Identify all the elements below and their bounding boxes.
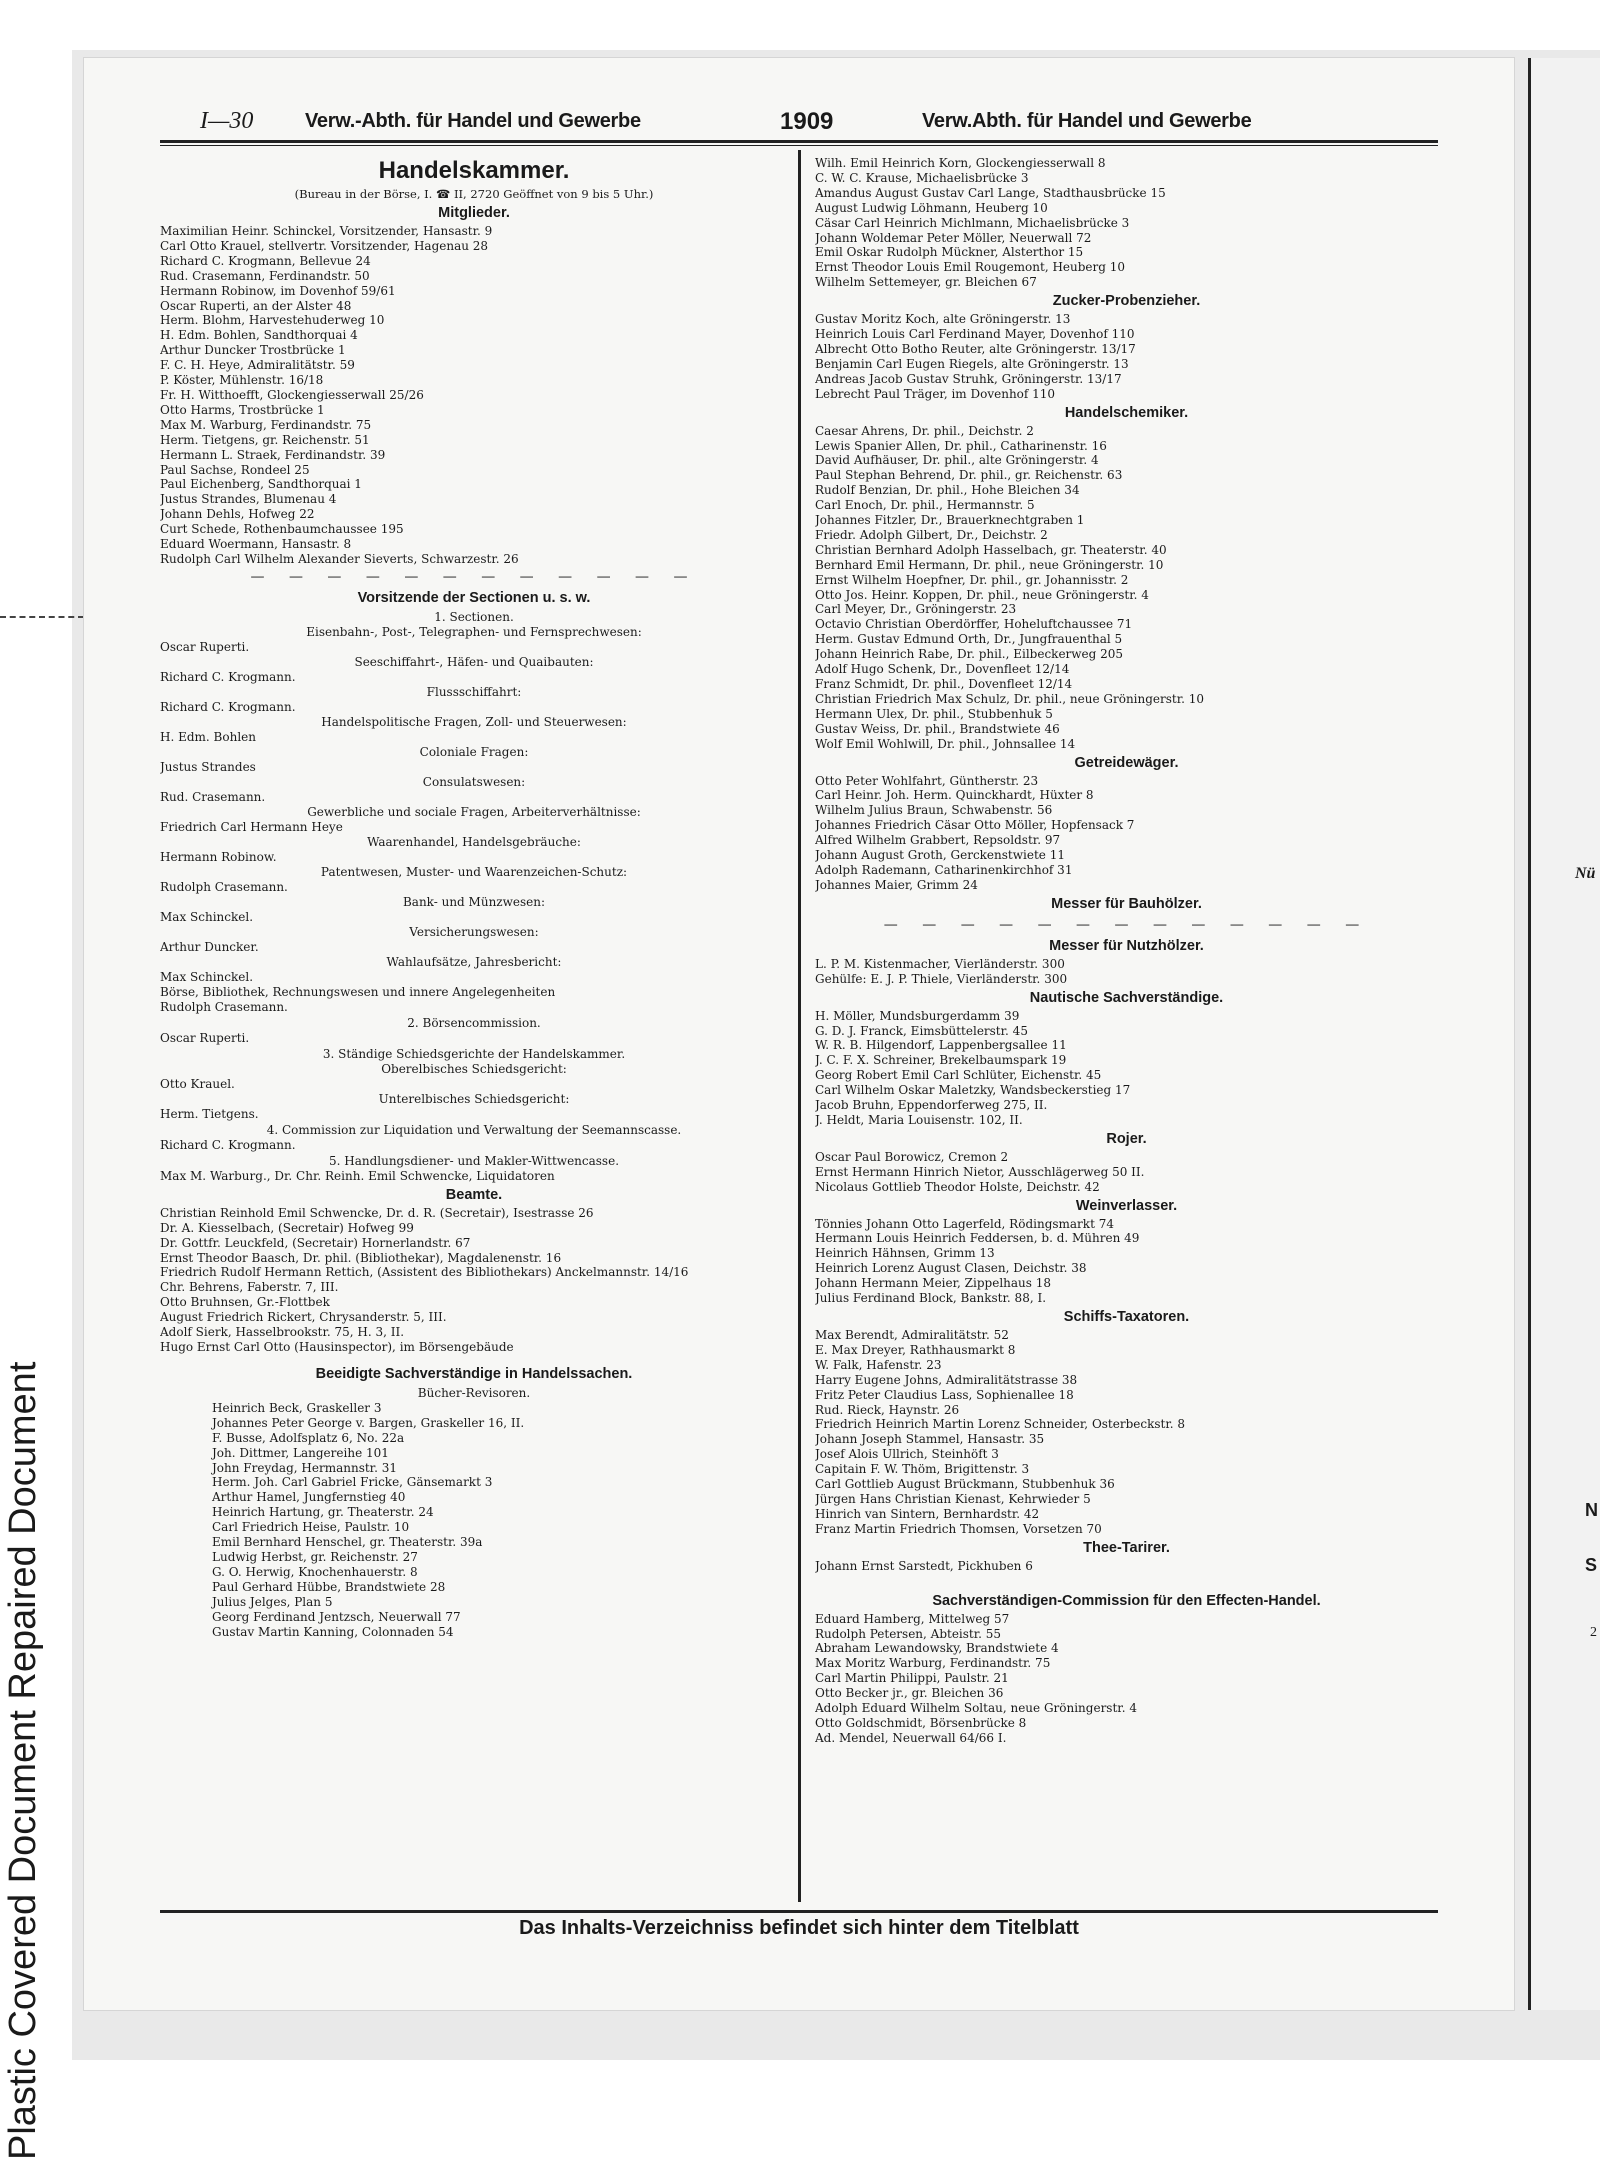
entry-line: Otto Jos. Heinr. Koppen, Dr. phil., neue Gröningerstr. 4 — [815, 587, 1149, 602]
entry-line: Hermann Robinow, im Dovenhof 59/61 — [160, 283, 396, 298]
entry-line: Wolf Emil Wohlwill, Dr. phil., Johnsallee 14 — [815, 736, 1076, 751]
entry-line: Hermann Ulex, Dr. phil., Stubbenhuk 5 — [815, 706, 1053, 721]
entry-line: Carl Otto Krauel, stellvertr. Vorsitzender, Hagenau 28 — [160, 238, 489, 253]
entry-line: John Freydag, Hermannstr. 31 — [212, 1460, 397, 1475]
entry-line: Eduard Woermann, Hansastr. 8 — [160, 537, 352, 552]
entry-line: Adolf Hugo Schenk, Dr., Dovenfleet 12/14 — [815, 662, 1070, 677]
entry-line: Justus Strandes, Blumenau 4 — [160, 492, 337, 507]
entry-line: Flussschiffahrt: — [426, 684, 522, 699]
entry-line: Carl Gottlieb August Brückmann, Stubbenhuk 36 — [815, 1477, 1115, 1492]
header-rule — [160, 140, 1438, 143]
spacer — [815, 1574, 1438, 1582]
entry-line: Lewis Spanier Allen, Dr. phil., Catharinenstr. 16 — [815, 438, 1107, 453]
header-rule-thin — [160, 145, 1438, 146]
entry-line: Otto Harms, Trostbrücke 1 — [160, 402, 325, 417]
entry-line: Johannes Maier, Grimm 24 — [815, 877, 978, 892]
section-heading: Bücher-Revisoren. — [417, 1385, 531, 1400]
entry-line: Patentwesen, Muster- und Waarenzeichen-Schutz: — [320, 864, 628, 879]
entry-line: H. Edm. Bohlen, Sandthorquai 4 — [160, 328, 358, 343]
entry-line: Oscar Ruperti, an der Alster 48 — [160, 298, 352, 313]
entry-line: W. Falk, Hafenstr. 23 — [815, 1357, 942, 1372]
neighbor-fragment: Nü — [1575, 865, 1596, 882]
entry-line: Johann Hermann Meier, Zippelhaus 18 — [815, 1276, 1052, 1291]
entry-line: Otto Krauel. — [160, 1076, 235, 1091]
section-heading: Weinverlasser. — [1075, 1197, 1178, 1214]
entry-line: Eduard Hamberg, Mittelweg 57 — [815, 1611, 1010, 1626]
entry-line: Heinrich Hähnsen, Grimm 13 — [815, 1246, 995, 1261]
entry-line: J. C. F. X. Schreiner, Brekelbaumspark 19 — [815, 1053, 1067, 1068]
entry-line: Richard C. Krogmann. — [160, 669, 296, 684]
entry-line: Börse, Bibliothek, Rechnungswesen und innere Angelegenheiten — [160, 984, 556, 999]
entry-line: Herm. Tietgens, gr. Reichenstr. 51 — [160, 432, 370, 447]
entry-line: Ernst Theodor Baasch, Dr. phil. (Bibliothekar), Magdalenenstr. 16 — [160, 1250, 562, 1265]
entry-line: Seeschiffahrt-, Häfen- und Quaibauten: — [354, 654, 594, 669]
entry-line: Rudolph Crasemann. — [160, 879, 288, 894]
section-heading: 4. Commission zur Liquidation und Verwaltung der Seemannscasse. — [266, 1122, 682, 1137]
entry-line: Christian Friedrich Max Schulz, Dr. phil., neue Gröningerstr. 10 — [815, 691, 1205, 706]
entry-line: Handelspolitische Fragen, Zoll- und Steuerwesen: — [321, 714, 627, 729]
entry-line: Adolph Rademann, Catharinenkirchhof 31 — [815, 862, 1073, 877]
entry-line: H. Edm. Bohlen — [160, 729, 256, 744]
section-heading: Sachverständigen-Commission für den Effecten-Handel. — [932, 1592, 1321, 1609]
entry-line: Julius Ferdinand Block, Bankstr. 88, I. — [815, 1291, 1047, 1306]
entry-line: Chr. Behrens, Faberstr. 7, III. — [160, 1280, 339, 1295]
section-heading: Messer für Nutzhölzer. — [1049, 937, 1204, 954]
entry-line: David Aufhäuser, Dr. phil., alte Gröningerstr. 4 — [815, 453, 1099, 468]
section-heading: 5. Handlungsdiener- und Makler-Wittwencasse. — [328, 1153, 620, 1168]
entry-line: Coloniale Fragen: — [419, 744, 529, 759]
entry-line: Johann Heinrich Rabe, Dr. phil., Eilbeckerweg 205 — [815, 647, 1124, 662]
entry-line: Capitain F. W. Thöm, Brigittenstr. 3 — [815, 1462, 1030, 1477]
entry-line: Heinrich Lorenz August Clasen, Deichstr. 38 — [815, 1261, 1087, 1276]
entry-line: Max M. Warburg., Dr. Chr. Reinh. Emil Schwencke, Liquidatoren — [160, 1168, 555, 1183]
entry-line: Heinrich Louis Carl Ferdinand Mayer, Dovenhof 110 — [815, 327, 1135, 342]
entry-line: Joh. Dittmer, Langereihe 101 — [212, 1445, 389, 1460]
entry-line: J. Heldt, Maria Louisenstr. 102, II. — [815, 1112, 1023, 1127]
entry-line: F. C. H. Heye, Admiralitätstr. 59 — [160, 358, 355, 373]
entry-line: F. Busse, Adolfsplatz 6, No. 22a — [212, 1430, 405, 1445]
entry-line: Andreas Jacob Gustav Struhk, Gröningerstr. 13/17 — [815, 371, 1122, 386]
entry-line: August Ludwig Löhmann, Heuberg 10 — [815, 200, 1048, 215]
entry-line: Josef Alois Ullrich, Steinhöft 3 — [815, 1447, 999, 1462]
entry-line: Benjamin Carl Eugen Riegels, alte Gröningerstr. 13 — [815, 356, 1129, 371]
entry-line: Friedrich Heinrich Martin Lorenz Schneider, Osterbeckstr. 8 — [815, 1417, 1186, 1432]
page-header — [200, 108, 1440, 136]
entry-line: Emil Bernhard Henschel, gr. Theaterstr. 39a — [212, 1535, 483, 1550]
entry-line: Franz Martin Friedrich Thomsen, Vorsetzen 70 — [815, 1521, 1102, 1536]
entry-line: Octavio Christian Oberdörffer, Hoheluftchaussee 71 — [815, 617, 1133, 632]
section-heading: Beamte. — [445, 1186, 503, 1203]
entry-line: Jürgen Hans Christian Kienast, Kehrwieder 5 — [815, 1491, 1091, 1506]
entry-line: Bernhard Emil Hermann, Dr. phil., neue Gröningerstr. 10 — [815, 557, 1164, 572]
entry-line: Herm. Joh. Carl Gabriel Fricke, Gänsemarkt 3 — [212, 1475, 493, 1490]
entry-line: Hermann Louis Heinrich Feddersen, b. d. Mühren 49 — [815, 1231, 1140, 1246]
header-year: 1909 — [780, 108, 834, 135]
section-heading: Rojer. — [1106, 1130, 1147, 1147]
entry-line: Paul Sachse, Rondeel 25 — [160, 462, 310, 477]
entry-line: Bank- und Münzwesen: — [402, 894, 546, 909]
entry-line: Ad. Mendel, Neuerwall 64/66 I. — [815, 1730, 1007, 1745]
entry-line: Georg Ferdinand Jentzsch, Neuerwall 77 — [212, 1609, 461, 1624]
entry-line: Gehülfe: E. J. P. Thiele, Vierländerstr. 300 — [815, 971, 1068, 986]
entry-line: P. Köster, Mühlenstr. 16/18 — [160, 373, 324, 388]
section-heading: Vorsitzende der Sectionen u. s. w. — [357, 589, 591, 606]
entry-line: Julius Jelges, Plan 5 — [212, 1594, 333, 1609]
entry-line: Max Berendt, Admiralitätstr. 52 — [815, 1328, 1009, 1342]
entry-line: Johannes Fitzler, Dr., Brauerknechtgraben 1 — [815, 513, 1085, 528]
entry-line: Alfred Wilhelm Grabbert, Repsoldstr. 97 — [815, 833, 1061, 848]
entry-line: Carl Friedrich Heise, Paulstr. 10 — [212, 1520, 410, 1535]
entry-line: Versicherungswesen: — [409, 924, 539, 939]
section-heading: Handelskammer. — [378, 157, 570, 184]
entry-line: Rudolf Benzian, Dr. phil., Hohe Bleichen 34 — [815, 483, 1080, 498]
entry-line: Waarenhandel, Handelsgebräuche: — [367, 834, 581, 849]
entry-line: Franz Schmidt, Dr. phil., Dovenfleet 12/14 — [815, 677, 1073, 691]
spacer — [160, 1355, 788, 1363]
entry-line: Nicolaus Gottlieb Theodor Holste, Deichstr. 42 — [815, 1179, 1100, 1194]
section-heading: 2. Börsencommission. — [407, 1015, 541, 1030]
entry-line: Arthur Duncker. — [160, 939, 259, 954]
entry-line: Friedr. Adolph Gilbert, Dr., Deichstr. 2 — [815, 527, 1048, 542]
entry-line: August Friedrich Rickert, Chrysanderstr. 5, III. — [160, 1310, 447, 1325]
entry-line: Arthur Duncker Trostbrücke 1 — [160, 343, 346, 358]
entry-line: Tönnies Johann Otto Lagerfeld, Rödingsmarkt 74 — [815, 1216, 1114, 1231]
entry-line: E. Max Dreyer, Rathhausmarkt 8 — [815, 1342, 1016, 1357]
entry-line: Gustav Moritz Koch, alte Gröningerstr. 13 — [815, 312, 1071, 327]
section-heading: Messer für Bauhölzer. — [1051, 895, 1202, 912]
entry-line: Ernst Hermann Hinrich Nietor, Ausschlägerweg 50 II. — [815, 1164, 1145, 1179]
entry-line: Rud. Crasemann. — [160, 789, 266, 804]
entry-line: Heinrich Hartung, gr. Theaterstr. 24 — [212, 1505, 434, 1520]
section-heading: Getreidewäger. — [1074, 754, 1179, 771]
entry-line: Carl Heinr. Joh. Herm. Quinckhardt, Hüxter 8 — [815, 788, 1094, 803]
right-column — [815, 156, 1438, 1896]
entry-line: Fr. H. Witthoefft, Glockengiesserwall 25/26 — [160, 387, 424, 402]
entry-line: G. O. Herwig, Knochenhauerstr. 8 — [212, 1564, 418, 1579]
entry-line: Paul Stephan Behrend, Dr. phil., gr. Reichenstr. 63 — [815, 468, 1123, 483]
entry-line: Johannes Peter George v. Bargen, Graskeller 16, II. — [212, 1415, 525, 1430]
entry-line: (Bureau in der Börse, I. ☎ II, 2720 Geöffnet von 9 bis 5 Uhr.) — [294, 187, 654, 201]
entry-line: Ernst Wilhelm Hoepfner, Dr. phil., gr. Johannisstr. 2 — [815, 572, 1129, 587]
entry-line: Fritz Peter Claudius Lass, Sophienallee 18 — [815, 1387, 1074, 1402]
section-heading: Thee-Tarirer. — [1083, 1539, 1170, 1556]
entry-line: Consulatswesen: — [422, 774, 526, 789]
section-heading: 3. Ständige Schiedsgerichte der Handelskammer. — [322, 1046, 626, 1061]
entry-line: Adolph Eduard Wilhelm Soltau, neue Gröningerstr. 4 — [815, 1701, 1137, 1716]
entry-line: Wahlaufsätze, Jahresbericht: — [386, 954, 562, 969]
entry-line: Rudolph Crasemann. — [160, 999, 288, 1014]
spacer — [815, 1582, 1438, 1590]
entry-line: Ernst Theodor Louis Emil Rougemont, Heuberg 10 — [815, 260, 1126, 275]
entry-line: Otto Bruhnsen, Gr.-Flottbek — [160, 1295, 330, 1310]
entry-line: Cäsar Carl Heinrich Michlmann, Michaelisbrücke 3 — [815, 215, 1130, 230]
entry-line: C. W. C. Krause, Michaelisbrücke 3 — [815, 170, 1029, 185]
entry-line: L. P. M. Kistenmacher, Vierländerstr. 300 — [815, 956, 1065, 971]
entry-line: Otto Peter Wohlfahrt, Güntherstr. 23 — [815, 773, 1039, 788]
entry-line: Dr. A. Kiesselbach, (Secretair) Hofweg 99 — [160, 1220, 414, 1235]
neighbor-fragment: N — [1585, 1500, 1598, 1520]
entry-line: Harry Eugene Johns, Admiralitätstrasse 38 — [815, 1372, 1078, 1387]
entry-line: Georg Robert Emil Carl Schlüter, Eichenstr. 45 — [815, 1068, 1102, 1083]
dash-separator: — — — — — — — — — — — — — — [883, 916, 1370, 933]
entry-line: Maximilian Heinr. Schinckel, Vorsitzender, Hansastr. 9 — [160, 224, 493, 238]
entry-line: Rud. Rieck, Haynstr. 26 — [815, 1402, 960, 1417]
entry-line: Oberelbisches Schiedsgericht: — [381, 1061, 567, 1076]
neighbor-fragment: S — [1585, 1555, 1598, 1575]
page-number: I—30 — [200, 108, 254, 134]
entry-line: H. Möller, Mundsburgerdamm 39 — [815, 1008, 1020, 1023]
section-heading: Mitglieder. — [438, 205, 510, 221]
entry-line: Hinrich van Sintern, Bernhardstr. 42 — [815, 1506, 1040, 1521]
entry-line: Richard C. Krogmann. — [160, 1137, 296, 1152]
entry-line: Wilhelm Settemeyer, gr. Bleichen 67 — [815, 275, 1037, 290]
entry-line: Albrecht Otto Botho Reuter, alte Gröningerstr. 13/17 — [815, 341, 1136, 356]
entry-line: Dr. Gottfr. Leuckfeld, (Secretair) Hornerlandstr. 67 — [160, 1235, 471, 1250]
entry-line: Rudolph Carl Wilhelm Alexander Sieverts, Schwarzestr. 26 — [160, 551, 519, 566]
entry-line: Christian Reinhold Emil Schwencke, Dr. d. R. (Secretair), Isestrasse 26 — [160, 1205, 594, 1220]
entry-line: Carl Wilhelm Oskar Maletzky, Wandsbeckerstieg 17 — [815, 1083, 1131, 1098]
entry-line: Max M. Warburg, Ferdinandstr. 75 — [160, 417, 372, 432]
entry-line: Friedrich Carl Hermann Heye — [160, 819, 343, 834]
entry-line: Lebrecht Paul Träger, im Dovenhof 110 — [815, 386, 1056, 401]
entry-line: Johann Woldemar Peter Möller, Neuerwall 72 — [815, 230, 1092, 245]
entry-line: Max Schinckel. — [160, 909, 254, 924]
entry-line: Richard C. Krogmann, Bellevue 24 — [160, 253, 371, 268]
entry-line: Justus Strandes — [160, 759, 256, 774]
section-heading: Schiffs-Taxatoren. — [1063, 1309, 1190, 1325]
entry-line: Paul Gerhard Hübbe, Brandstwiete 28 — [212, 1579, 446, 1594]
entry-line: Ludwig Herbst, gr. Reichenstr. 27 — [212, 1549, 418, 1564]
section-heading: Nautische Sachverständige. — [1029, 989, 1224, 1006]
header-left-title: Verw.-Abth. für Handel und Gewerbe — [305, 110, 641, 132]
entry-line: Christian Bernhard Adolph Hasselbach, gr. Theaterstr. 40 — [815, 542, 1167, 557]
entry-line: Max Schinckel. — [160, 969, 254, 984]
cut-line — [0, 616, 84, 618]
entry-line: Oscar Ruperti. — [160, 639, 250, 654]
entry-line: Johann Joseph Stammel, Hansastr. 35 — [815, 1432, 1045, 1447]
entry-line: Adolf Sierk, Hasselbrookstr. 75, H. 3, II. — [160, 1325, 405, 1340]
section-heading: 1. Sectionen. — [434, 609, 514, 624]
entry-line: Herm. Blohm, Harvestehuderweg 10 — [160, 313, 385, 328]
entry-line: Hugo Ernst Carl Otto (Hausinspector), im Börsengebäude — [160, 1340, 514, 1354]
entry-line: Herm. Tietgens. — [160, 1106, 259, 1121]
header-right-title: Verw.Abth. für Handel und Gewerbe — [922, 110, 1252, 132]
entry-line: Emil Oskar Rudolph Mückner, Alsterthor 15 — [815, 245, 1084, 260]
dash-separator: — — — — — — — — — — — — — [250, 568, 698, 585]
entry-line: W. R. B. Hilgendorf, Lappenbergsallee 11 — [815, 1038, 1067, 1053]
entry-line: Rudolph Petersen, Abteistr. 55 — [815, 1626, 1002, 1641]
entry-line: Caesar Ahrens, Dr. phil., Deichstr. 2 — [815, 423, 1034, 438]
entry-line: Unterelbisches Schiedsgericht: — [378, 1091, 570, 1106]
entry-line: Carl Martin Philippi, Paulstr. 21 — [815, 1671, 1009, 1686]
entry-line: Eisenbahn-, Post-, Telegraphen- und Fernsprechwesen: — [306, 624, 642, 639]
section-heading: Handelschemiker. — [1064, 404, 1189, 421]
entry-line: G. D. J. Franck, Eimsbüttelerstr. 45 — [815, 1023, 1028, 1038]
entry-line: Carl Meyer, Dr., Gröningerstr. 23 — [815, 602, 1017, 617]
entry-line: Abraham Lewandowsky, Brandstwiete 4 — [815, 1641, 1059, 1656]
entry-line: Curt Schede, Rothenbaumchaussee 195 — [160, 522, 404, 537]
section-heading: Beeidigte Sachverständige in Handelssachen. — [315, 1365, 633, 1382]
entry-line: Wilhelm Julius Braun, Schwabenstr. 56 — [815, 803, 1053, 818]
left-column — [160, 156, 788, 1896]
entry-line: Otto Goldschmidt, Börsenbrücke 8 — [815, 1715, 1027, 1730]
entry-line: Heinrich Beck, Graskeller 3 — [212, 1400, 382, 1415]
footer-rule — [160, 1910, 1438, 1913]
entry-line: Gewerbliche und sociale Fragen, Arbeiterverhältnisse: — [307, 804, 641, 819]
neighbor-fragment: 2 — [1590, 1625, 1597, 1640]
neighbor-page-edge — [1528, 58, 1600, 2010]
entry-line: Hermann Robinow. — [160, 849, 277, 864]
entry-line: Amandus August Gustav Carl Lange, Stadthausbrücke 15 — [815, 185, 1166, 200]
footer-note: Das Inhalts-Verzeichniss befindet sich hinter dem Titelblatt — [519, 1917, 1079, 1939]
entry-line: Paul Eichenberg, Sandthorquai 1 — [160, 477, 362, 492]
entry-line: Herm. Gustav Edmund Orth, Dr., Jungfrauenthal 5 — [815, 632, 1123, 647]
side-label: Plastic Covered Document Repaired Document — [2, 1361, 44, 2160]
entry-line: Oscar Ruperti. — [160, 1030, 250, 1045]
entry-line: Friedrich Rudolf Hermann Rettich, (Assistent des Bibliothekars) Anckelmannstr. 14/16 — [160, 1265, 689, 1280]
entry-line: Richard C. Krogmann. — [160, 699, 296, 714]
entry-line: Arthur Hamel, Jungfernstieg 40 — [212, 1490, 406, 1505]
entry-line: Rud. Crasemann, Ferdinandstr. 50 — [160, 268, 370, 283]
entry-line: Jacob Bruhn, Eppendorferweg 275, II. — [815, 1098, 1048, 1113]
entry-line: Oscar Paul Borowicz, Cremon 2 — [815, 1149, 1009, 1164]
entry-line: Gustav Martin Kanning, Colonnaden 54 — [212, 1624, 454, 1639]
column-divider — [798, 150, 801, 1902]
entry-line: Wilh. Emil Heinrich Korn, Glockengiesserwall 8 — [815, 156, 1106, 170]
entry-line: Gustav Weiss, Dr. phil., Brandstwiete 46 — [815, 721, 1060, 736]
entry-line: Otto Becker jr., gr. Bleichen 36 — [815, 1686, 1004, 1701]
entry-line: Johann August Groth, Gerckenstwiete 11 — [815, 848, 1065, 863]
entry-line: Johann Dehls, Hofweg 22 — [160, 507, 315, 522]
entry-line: Max Moritz Warburg, Ferdinandstr. 75 — [815, 1656, 1051, 1671]
entry-line: Johannes Friedrich Cäsar Otto Möller, Hopfensack 7 — [815, 818, 1135, 833]
entry-line: Hermann L. Straek, Ferdinandstr. 39 — [160, 447, 386, 462]
entry-line: Carl Enoch, Dr. phil., Hermannstr. 5 — [815, 498, 1035, 513]
section-heading: Zucker-Probenzieher. — [1052, 293, 1201, 310]
entry-line: Johann Ernst Sarstedt, Pickhuben 6 — [815, 1558, 1033, 1573]
